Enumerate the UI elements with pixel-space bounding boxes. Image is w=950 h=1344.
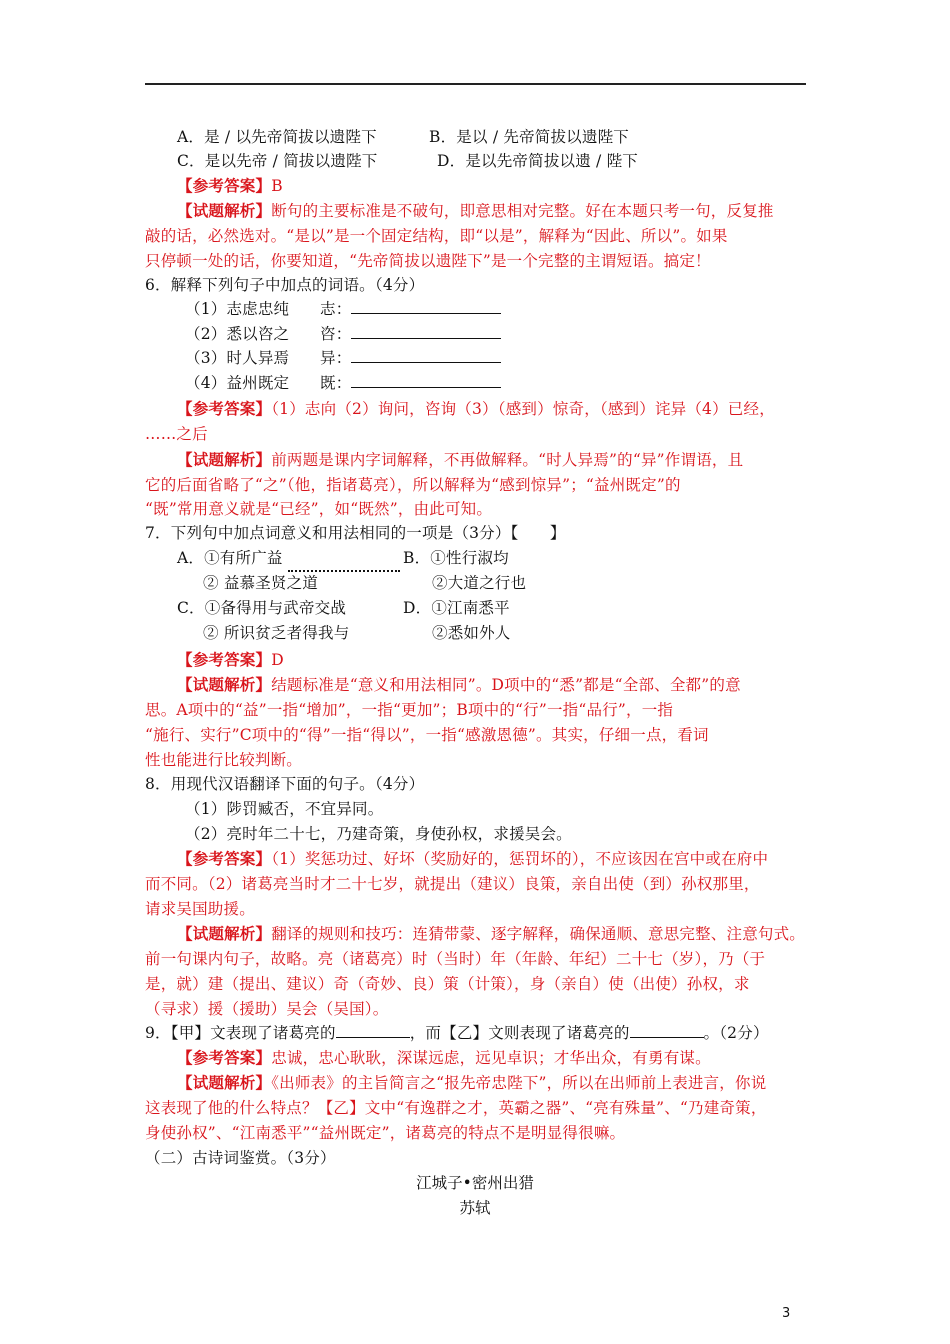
q8-analysis-line-3: 是，就）建（提出、建议）奇（奇妙、良）策（计策），身（亲自）使（出使）孙权，求 (145, 975, 750, 993)
poem-section-title: （二）古诗词鉴赏。（3分） (145, 1149, 336, 1167)
q9-title: 9．【甲】文表现了诸葛亮的 ，而【乙】文则表现了诸葛亮的 。（2分） (145, 1024, 769, 1042)
q7-answer: 【参考答案】D (177, 650, 284, 669)
q8-analysis-line-1: 【试题解析】翻译的规则和技巧：连猜带蒙、逐字解释，确保通顺、意思完整、注意句式。 (177, 924, 806, 943)
q6-item-4-answer: 既： (320, 372, 501, 394)
q6-item-1-phrase: （1）志虑忠纯 (185, 300, 290, 318)
q5-answer: 【参考答案】B (177, 176, 283, 195)
q7-option-b1: B．①性行淑均 (403, 549, 509, 567)
q6-blank-2 (351, 324, 501, 339)
q7-option-a1: A．①有所广益 (177, 549, 283, 567)
q8-analysis-line-4: （寻求）援（援助）吴会（吴国）。 (145, 1000, 389, 1018)
q8-analysis-line-2: 前一句课内句子，故略。亮（诸葛亮）时（当时）年（年龄、年纪）二十七（岁），乃（于 (145, 950, 766, 968)
q6-item-3-phrase: （3）时人异焉 (185, 349, 290, 367)
q6-answer-line-2: ……之后 (145, 425, 208, 443)
q6-analysis-line-1: 【试题解析】前两题是课内字词解释，不再做解释。“时人异焉”的“异”作谓语，且 (177, 450, 744, 469)
poem-title: 江城子•密州出猎 (416, 1174, 534, 1192)
q8-answer-line-3: 请求吴国助援。 (145, 900, 255, 918)
q6-item-1-answer: 志： (320, 298, 501, 320)
q8-sentence-2: （2）亮时年二十七，乃建奇策，身使孙权，求援吴会。 (185, 825, 572, 843)
q6-item-3-answer: 异： (320, 347, 501, 369)
q9-analysis-line-3: 身使孙权”、“江南悉平”“益州既定”，诸葛亮的特点不是明显得很嘛。 (145, 1124, 626, 1142)
q6-title: 6．解释下列句子中加点的词语。（4分） (145, 276, 425, 294)
q7-analysis-line-3: “施行、实行”C项中的“得”一指“得以”，一指“感激恩德”。其实，仔细一点，看词 (145, 726, 709, 744)
q9-blank-1 (336, 1023, 410, 1038)
q6-answer-line-1: 【参考答案】（1）志向（2）询问，咨询（3）（感到）惊奇，（感到）诧异（4）已经， (177, 399, 775, 418)
q7-analysis-line-2: 思。A项中的“益”一指“增加”，一指“更加”；B项中的“行”一指“品行”，一指 (145, 701, 674, 719)
q5-analysis-line-2: 敲的话，必然选对。“是以”是一个固定结构，即“以是”，解释为“因此、所以”。如果 (145, 227, 728, 245)
q9-analysis-line-2: 这表现了他的什么特点？【乙】文中“有逸群之才，英霸之器”、“亮有殊量”、“乃建奇策， (145, 1099, 767, 1117)
q7-option-c2: ② 所识贫乏者得我与 (203, 624, 350, 642)
q7-analysis-line-4: 性也能进行比较判断。 (145, 751, 303, 769)
q5-option-a: A．是 / 以先帝简拔以遗陛下 (177, 128, 377, 146)
q9-analysis-line-1: 【试题解析】《出师表》的主旨简言之“报先帝忠陛下”，所以在出师前上表进言，你说 (177, 1073, 767, 1092)
header-rule (145, 83, 806, 85)
q6-item-2-answer: 咨： (320, 323, 501, 345)
q6-blank-4 (351, 373, 501, 388)
page-number: 3 (782, 1306, 791, 1321)
q5-analysis-line-3: 只停顿一处的话，你要知道，“先帝简拔以遗陛下”是一个完整的主谓短语。搞定！ (145, 252, 711, 270)
q6-item-4-phrase: （4）益州既定 (185, 374, 290, 392)
q7-title: 7．下列句中加点词意义和用法相同的一项是（3分）【 】 (145, 524, 566, 542)
q5-option-b: B．是以 / 先帝简拔以遗陛下 (429, 128, 629, 146)
q6-analysis-line-3: “既”常用意义就是“已经”，如“既然”，由此可知。 (145, 500, 493, 518)
q5-analysis-line-1: 【试题解析】断句的主要标准是不破句，即意思相对完整。好在本题只考一句，反复推 (177, 201, 774, 220)
q8-title: 8．用现代汉语翻译下面的句子。（4分） (145, 775, 425, 793)
q7-option-c1: C．①备得用与武帝交战 (177, 599, 347, 617)
q8-sentence-1: （1）陟罚臧否，不宜异同。 (185, 800, 384, 818)
q6-blank-1 (351, 299, 501, 314)
q6-analysis-line-2: 它的后面省略了“之”（他，指诸葛亮），所以解释为“感到惊异”；“益州既定”的 (145, 476, 681, 494)
q5-option-c: C．是以先帝 / 简拔以遗陛下 (177, 152, 378, 170)
q7-option-d1: D．①江南悉平 (403, 599, 510, 617)
q5-option-d: D．是以先帝简拔以遗 / 陛下 (437, 152, 639, 170)
q6-item-2-phrase: （2）悉以咨之 (185, 325, 290, 343)
q9-answer: 【参考答案】忠诚，忠心耿耿，深谋远虑，远见卓识；才华出众，有勇有谋。 (177, 1048, 711, 1067)
poem-author: 苏轼 (459, 1199, 491, 1217)
q8-answer-line-1: 【参考答案】（1）奖惩功过、好坏（奖励好的，惩罚坏的），不应该因在宫中或在府中 (177, 849, 769, 868)
q8-answer-line-2: 而不同。（2）诸葛亮当时才二十七岁，就提出（建议）良策，亲自出使（到）孙权那里， (145, 875, 760, 893)
q7-option-b2: ②大道之行也 (432, 574, 527, 592)
q7-option-a2: ② 益慕圣贤之道 (203, 574, 319, 592)
q9-blank-2 (630, 1023, 704, 1038)
q7-option-d2: ②悉如外人 (432, 624, 511, 642)
q7-analysis-line-1: 【试题解析】结题标准是“意义和用法相同”。D项中的“悉”都是“全部、全都”的意 (177, 675, 741, 694)
q6-blank-3 (351, 348, 501, 363)
